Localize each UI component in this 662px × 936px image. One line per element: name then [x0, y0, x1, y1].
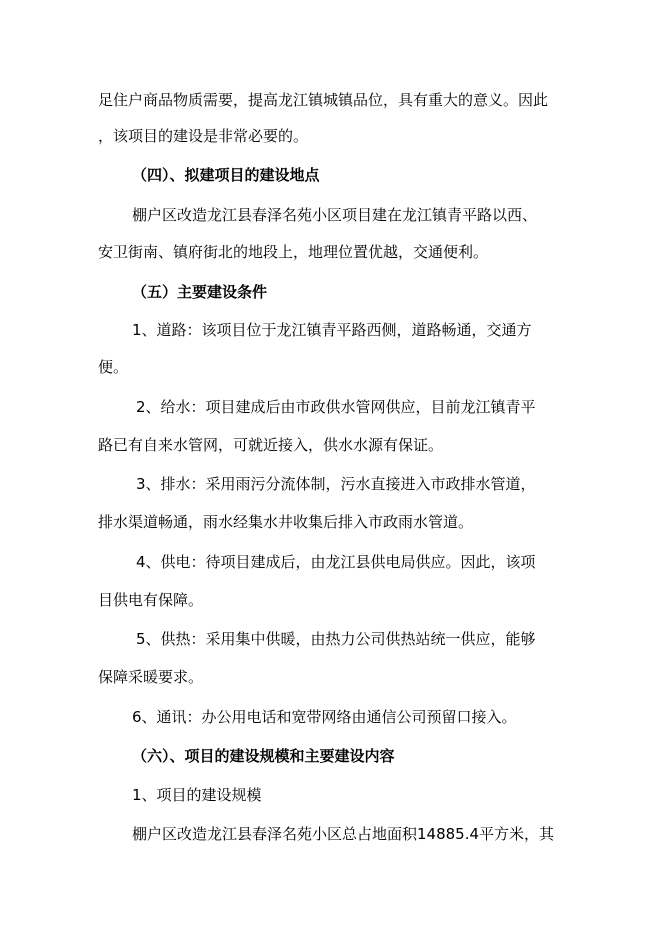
paragraph-line: 4、供电：待项目建成后，由龙江县供电局供应。因此，该项	[136, 553, 536, 571]
paragraph-line: 3、排水：采用雨污分流体制，污水直接进入市政排水管道，	[136, 475, 536, 493]
paragraph-line: 路已有自来水管网，可就近接入，供水水源有保证。	[98, 436, 444, 454]
paragraph-line: 2、给水：项目建成后由市政供水管网供应，目前龙江镇青平	[136, 398, 536, 416]
paragraph-line: 保障采暖要求。	[98, 668, 204, 686]
subsection-heading: 1、项目的建设规模	[132, 786, 262, 804]
paragraph-line: 1、道路：该项目位于龙江镇青平路西侧，道路畅通，交通方	[132, 321, 532, 339]
paragraph-line: 便。	[98, 358, 129, 376]
paragraph-line: 6、通讯：办公用电话和宽带网络由通信公司预留口接入。	[132, 708, 517, 726]
paragraph-line: 排水渠道畅通，雨水经集水井收集后排入市政雨水管道。	[98, 513, 474, 531]
paragraph-line: 棚户区改造龙江县春泽名苑小区总占地面积14885.4平方米，其	[132, 825, 555, 843]
paragraph-line: 足住户商品物质需要，提高龙江镇城镇品位，具有重大的意义。因此	[98, 91, 549, 109]
section-heading-4: （四）、拟建项目的建设地点	[132, 166, 320, 184]
section-heading-5: （五）主要建设条件	[132, 283, 268, 301]
paragraph-line: 5、供热：采用集中供暖，由热力公司供热站统一供应，能够	[136, 630, 536, 648]
paragraph-line: 安卫街南、镇府街北的地段上，地理位置优越，交通便利。	[98, 243, 489, 261]
section-heading-6: （六）、项目的建设规模和主要建设内容	[132, 747, 395, 765]
paragraph-line: 棚户区改造龙江县春泽名苑小区项目建在龙江镇青平路以西、	[132, 206, 538, 224]
paragraph-line: 目供电有保障。	[98, 591, 204, 609]
paragraph-line: ，该项目的建设是非常必要的。	[98, 127, 309, 145]
